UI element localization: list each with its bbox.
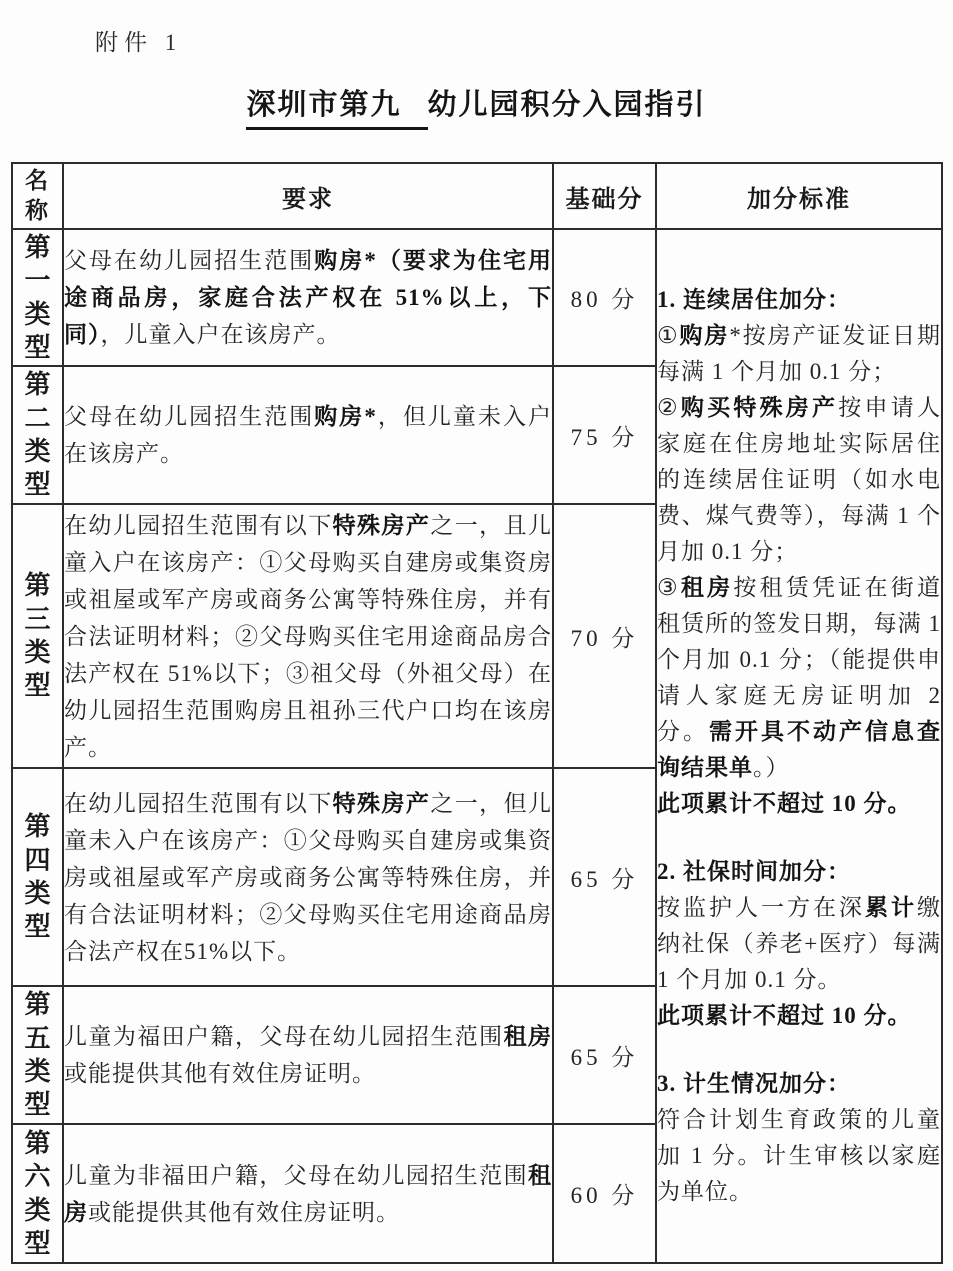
row-score-cell: 65 分 xyxy=(553,986,656,1124)
bold-text-run: 购买特殊房产 xyxy=(680,395,839,420)
bold-text-run: 累计 xyxy=(865,895,917,920)
bold-text-run: 租房 xyxy=(680,575,734,600)
bonus-paragraph xyxy=(657,786,941,822)
header-name-label: 名称 xyxy=(25,168,50,223)
row-requirement-cell xyxy=(63,1124,553,1263)
text-run: 儿童为福田户籍，父母在幼儿园招生范围 xyxy=(64,1024,504,1049)
bold-text-run: 此项累计不超过 10 分。 xyxy=(657,791,912,816)
bold-text-run: 1. 连续居住加分： xyxy=(657,287,851,312)
text-run: 缴纳社保（养老+医疗）每满 1 个月加 0.1 分。 xyxy=(657,895,941,992)
row-type-cell xyxy=(12,366,63,504)
row-score-cell: 60 分 xyxy=(553,1124,656,1263)
row-score-cell: 65 分 xyxy=(553,768,656,986)
text-run: ② xyxy=(657,395,681,420)
text-run: 围 xyxy=(503,1162,529,1188)
row-type-label: 第三类型 xyxy=(24,571,51,701)
header-name xyxy=(12,163,63,229)
text-run: ，但儿童未入户在该房产。 xyxy=(64,404,553,466)
table-header-row xyxy=(12,163,942,229)
row-requirement-cell xyxy=(63,366,553,504)
bold-text-run: 购房* xyxy=(314,404,377,429)
header-requirement: 要求 xyxy=(63,163,553,229)
text-run: 符合计划生育政策的儿童加 1 分。计生审核以家庭为单位。 xyxy=(657,1107,941,1204)
row-type-label: 第一类型 xyxy=(24,232,51,362)
row-type-cell xyxy=(12,504,63,768)
text-run: 按申请人家庭在住房地址实际居住的连续居住证明（如水电费、煤气费等），每满 1 个月加 0.1 分； xyxy=(657,395,942,564)
bold-text-run: 购房 xyxy=(679,323,730,348)
row-requirement-cell xyxy=(63,504,553,768)
bold-text-run: 特殊房产 xyxy=(332,790,431,816)
text-run: 按租赁凭证在街道租赁所的签发日期，每满 1 个月加 0.1 分；（能提供申请人家庭无房证明加 2 分。 xyxy=(657,575,942,744)
table-row xyxy=(12,229,942,366)
bonus-standard-cell xyxy=(656,229,942,1263)
bold-text-run: 租房 xyxy=(503,1024,553,1049)
bonus-paragraph xyxy=(657,890,941,998)
bold-text-run: 此项累计不超过 10 分。 xyxy=(657,1003,912,1028)
row-type-cell xyxy=(12,768,63,986)
page-title xyxy=(0,82,953,130)
bold-text-run: 购房*（要求为住宅用途商品房，家庭合法产权在 51%以上，下同） xyxy=(64,248,553,347)
row-type-label: 第二类型 xyxy=(24,370,51,500)
row-type-label: 第五类型 xyxy=(24,990,51,1120)
title-underlined-part: 深圳市第九 xyxy=(246,82,427,130)
bonus-paragraph xyxy=(657,318,941,390)
row-type-cell xyxy=(12,1124,63,1263)
row-requirement-cell xyxy=(63,986,553,1124)
row-requirement-cell xyxy=(63,768,553,986)
row-score-cell: 70 分 xyxy=(553,504,656,768)
row-score-cell: 75 分 xyxy=(553,366,656,504)
bold-text-run: 3. 计生情况加分： xyxy=(657,1071,851,1096)
text-run: 或能提供其他有效住房证明。 xyxy=(88,1199,400,1225)
bonus-paragraph xyxy=(657,282,941,318)
text-run: 在幼儿园招生范围有以下 xyxy=(64,512,333,538)
attachment-label: 附件 1 xyxy=(95,30,183,55)
text-run: 或能提供其他有效住房证明。 xyxy=(64,1061,376,1086)
text-run: 之一，且儿童入户在该房产：①父母购买自建房或集资房或祖屋或军产房或商务公寓等特殊住房，并有合法证明材料；②父母购买住宅用途商品房合法产权在 51%以下；③祖父母（外祖父母）在幼儿园招生范围购房且祖孙三代户口均在该房产。 xyxy=(64,512,553,760)
row-type-cell xyxy=(12,229,63,366)
bold-text-run: 2. 社保时间加分： xyxy=(657,859,851,884)
bonus-paragraph xyxy=(657,998,941,1034)
text-run: 父母在幼儿园招生范围 xyxy=(64,404,315,429)
header-base-score: 基础分 xyxy=(553,163,656,229)
bold-text-run: 租房 xyxy=(64,1162,553,1225)
row-type-cell xyxy=(12,986,63,1124)
bold-text-run: 特殊房产 xyxy=(332,512,431,538)
text-run: ，儿童入户在该房产。 xyxy=(100,322,341,347)
header-bonus-standard: 加分标准 xyxy=(656,163,942,229)
row-type-label: 第六类型 xyxy=(24,1128,51,1258)
text-run: 儿童为非福田户籍，父母在幼儿园招生范 xyxy=(64,1162,504,1188)
bonus-paragraph xyxy=(657,1066,941,1102)
text-run: ③ xyxy=(657,575,681,600)
row-requirement-cell xyxy=(63,229,553,366)
admission-points-table xyxy=(11,162,943,1264)
text-run: 父母在幼儿园招生范围 xyxy=(64,248,315,273)
row-score-cell: 80 分 xyxy=(553,229,656,366)
row-type-label: 第四类型 xyxy=(24,812,51,942)
text-run: 按监护人一方在深 xyxy=(657,895,865,920)
text-run: ① xyxy=(657,323,680,348)
bonus-paragraph xyxy=(657,854,941,890)
bonus-paragraph xyxy=(657,1102,941,1210)
text-run: 之一，但儿童未入户在该房产：①父母购买自建房或集资房或祖屋或军产房或商务公寓等特殊住房，并有合法证明材料；②父母购买住宅用途商品房合法产权在51%以下。 xyxy=(64,790,553,964)
text-run: 。） xyxy=(753,755,790,780)
text-run: *按房产证发证日期每满 1 个月加 0.1 分； xyxy=(657,323,942,384)
bonus-paragraph xyxy=(657,570,941,786)
text-run: 在幼儿园招生范围有以下 xyxy=(64,790,333,816)
title-rest-part: 幼儿园积分入园指引 xyxy=(427,89,707,121)
bonus-paragraph xyxy=(657,390,941,570)
bold-text-run: 需开具不动产信息查询结果单 xyxy=(657,719,941,780)
